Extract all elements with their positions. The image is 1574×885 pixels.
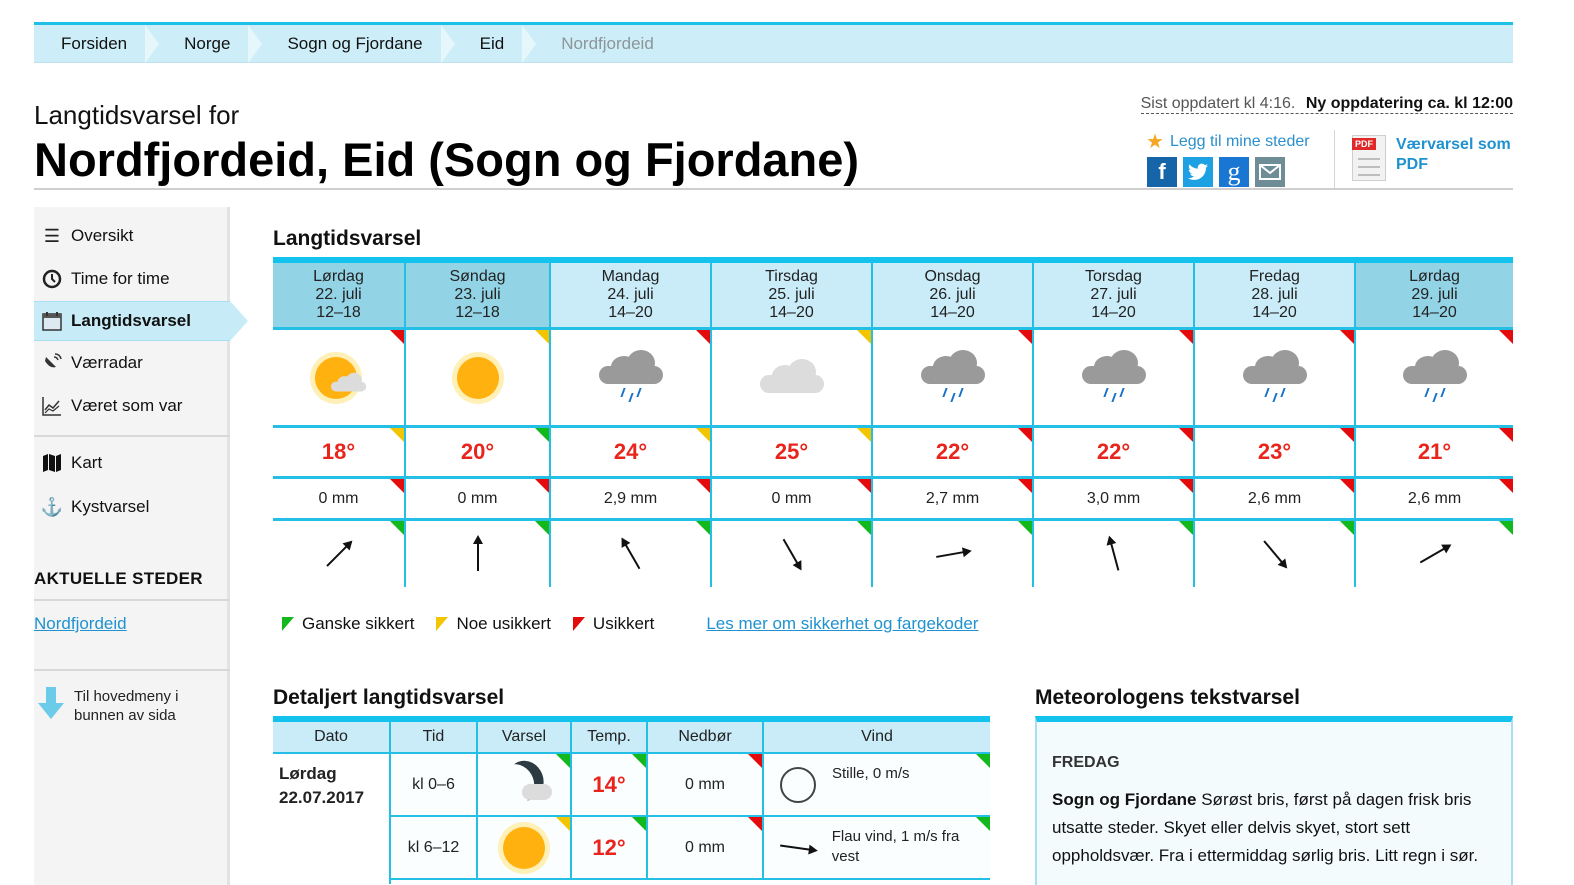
detail-header-row [273,722,990,754]
certainty-legend [282,614,978,634]
red-certainty-flag [1499,479,1513,493]
forecast-weather-cell [551,330,712,425]
green-certainty-flag [535,521,549,535]
detail-precip: 0 mm [648,754,764,817]
anchor-icon: ⚓ [40,496,64,517]
sidebar-item-langtidsvarsel[interactable]: Langtidsvarsel [34,301,230,341]
detail-temp: 14° [572,754,648,817]
green-certainty-flag [1179,521,1193,535]
forecast-temp-row [273,428,1513,479]
sidebar-item-kart[interactable]: Kart [34,443,230,483]
forecast-day-header: Mandag 24. juli 14–20 [551,263,712,327]
forecast-wind-row [273,521,1513,587]
forecast-weather-cell [1356,330,1513,425]
breadcrumb-sogn-og-fjordane[interactable]: Sogn og Fjordane [260,25,452,63]
col-tid: Tid [391,722,478,754]
wind-arrow-icon [772,534,812,574]
forecast-precip: 2,7 mm [873,479,1034,518]
breadcrumb-current: Nordfjordeid [561,33,654,53]
forecast-precip: 2,9 mm [551,479,712,518]
sun-icon [503,827,545,869]
red-certainty-flag [1179,330,1193,344]
rain-icon [1243,354,1307,402]
partly-cloudy-icon [311,353,367,403]
red-certainty-flag [390,330,404,344]
green-certainty-flag [696,521,710,535]
long-term-forecast-table [273,257,1513,587]
sidebar-item-kystvarsel[interactable]: ⚓ Kystvarsel [40,496,150,517]
line-chart-icon [41,395,63,417]
forecast-wind [1356,521,1513,587]
update-info [1141,95,1513,114]
forecast-temp: 22° [873,428,1034,476]
yellow-flag-icon [436,617,448,631]
detail-row [391,817,990,880]
green-certainty-flag [535,428,549,442]
forecast-precip: 0 mm [406,479,551,518]
forecast-section-title: Langtidsvarsel [273,227,422,250]
red-certainty-flag [1018,479,1032,493]
green-certainty-flag [1340,521,1354,535]
cloudy-icon [760,363,824,393]
sidebar-divider [34,435,230,437]
pdf-forecast-link[interactable] [1352,135,1511,181]
red-certainty-flag [1340,479,1354,493]
wind-arrow-icon [1255,534,1295,574]
forecast-wind [551,521,712,587]
forecast-wind [1034,521,1195,587]
twitter-icon[interactable] [1183,157,1213,187]
wind-arrow-icon [780,844,816,851]
legend-green: Ganske sikkert [282,614,414,634]
met-text-body: Sogn og Fjordane Sørøst bris, først på dagen frisk bris utsatte steder. Skyet eller delvis skyet, stort sett oppholdsvær. Fra i ettermiddag sørlig bris. Litt regn i sør. [1052,790,1479,865]
wind-arrow-icon [933,534,973,574]
yellow-certainty-flag [696,428,710,442]
forecast-day-header: Torsdag 27. juli 14–20 [1034,263,1195,327]
calm-wind-icon [780,767,816,803]
page-subtitle: Langtidsvarsel for [34,100,240,130]
red-certainty-flag [696,330,710,344]
sidebar-item-time-for-time[interactable]: Time for time [34,259,230,299]
red-certainty-flag [1499,330,1513,344]
detail-wind: Stille, 0 m/s [764,754,990,817]
clock-icon [41,268,63,290]
detail-day-block [273,754,990,884]
red-certainty-flag [857,479,871,493]
forecast-temp: 21° [1356,428,1513,476]
forecast-day-header: Søndag 23. juli 12–18 [406,263,551,327]
star-icon: ★ [1146,131,1164,153]
current-places-heading: AKTUELLE STEDER [34,569,203,588]
breadcrumb-eid[interactable]: Eid [453,25,535,63]
rain-icon [1403,354,1467,402]
forecast-weather-cell [873,330,1034,425]
green-flag-icon [282,617,294,631]
forecast-temp: 20° [406,428,551,476]
radar-dish-icon [41,352,63,374]
forecast-weather-cell [712,330,873,425]
forecast-wind [873,521,1034,587]
social-share [1147,157,1285,187]
current-place-link[interactable]: Nordfjordeid [34,614,127,633]
col-nedbor: Nedbør [648,722,764,754]
sidebar-divider [34,599,230,601]
to-main-menu-link[interactable]: Til hovedmeny i bunnen av sida [38,687,204,725]
red-certainty-flag [1340,330,1354,344]
red-certainty-flag [1179,428,1193,442]
detail-precip: 0 mm [648,817,764,880]
next-update: Ny oppdatering ca. kl 12:00 [1305,95,1513,112]
forecast-precip: 0 mm [273,479,406,518]
place-name: Nordfjordeid [34,133,316,186]
yellow-certainty-flag [535,330,549,344]
rain-icon [921,354,985,402]
breadcrumb-forsiden[interactable]: Forsiden [34,25,157,63]
met-text-title: Meteorologens tekstvarsel [1035,686,1300,709]
green-certainty-flag [632,754,646,768]
forecast-day-header: Fredag 28. juli 14–20 [1195,263,1356,327]
pdf-link-label: Værvarsel som PDF [1396,136,1511,173]
breadcrumb [34,22,1513,63]
list-icon: ☰ [43,225,61,246]
sidebar [34,207,230,885]
legend-red: Usikkert [573,614,654,634]
met-day: FREDAG [1052,754,1120,771]
detail-weather [478,754,572,817]
forecast-temp: 24° [551,428,712,476]
rain-icon [599,354,663,402]
sidebar-item-oversikt[interactable]: ☰ Oversikt [34,216,230,256]
forecast-precip: 0 mm [712,479,873,518]
sidebar-item-vaeret-som-var[interactable]: Været som var [34,386,230,426]
page-header [34,90,1513,190]
forecast-day-header: Onsdag 26. juli 14–20 [873,263,1034,327]
forecast-temp: 25° [712,428,873,476]
breadcrumb-norge[interactable]: Norge [157,25,260,63]
wind-arrow-icon [1094,534,1134,574]
forecast-day-header: Tirsdag 25. juli 14–20 [712,263,873,327]
sun-icon [457,357,499,399]
detailed-forecast-table [273,716,990,884]
detail-row [391,754,990,817]
add-to-my-places-link[interactable] [1146,132,1310,152]
google-plus-icon[interactable]: g [1219,157,1249,187]
forecast-weather-cell [406,330,551,425]
forecast-precip: 2,6 mm [1195,479,1356,518]
detail-date: Lørdag 22.07.2017 [273,754,391,884]
red-certainty-flag [1499,428,1513,442]
page-title [34,132,859,187]
detail-temp: 12° [572,817,648,880]
forecast-temp: 23° [1195,428,1356,476]
wind-arrow-icon [458,534,498,574]
add-place-label: Legg til mine steder [1169,133,1310,150]
green-certainty-flag [556,754,570,768]
forecast-precip: 3,0 mm [1034,479,1195,518]
rain-icon [1082,354,1146,402]
pdf-icon: PDF [1352,135,1386,181]
forecast-wind [712,521,873,587]
facebook-icon[interactable]: f [1147,157,1177,187]
last-updated: Sist oppdatert kl 4:16. [1140,95,1296,112]
forecast-weather-cell [1034,330,1195,425]
yellow-certainty-flag [556,817,570,831]
red-certainty-flag [1018,330,1032,344]
green-certainty-flag [857,521,871,535]
place-region: , Eid (Sogn og Fjordane) [315,133,860,186]
calendar-icon [41,310,63,332]
forecast-wind [273,521,406,587]
forecast-header-row [273,263,1513,330]
wind-arrow-icon [319,534,359,574]
down-arrow-icon [38,687,64,721]
sidebar-divider [34,669,230,671]
red-certainty-flag [696,479,710,493]
forecast-icon-row [273,330,1513,428]
col-varsel: Varsel [478,722,572,754]
red-flag-icon [573,617,585,631]
wind-arrow-icon [1415,534,1455,574]
forecast-precip: 2,6 mm [1356,479,1513,518]
green-certainty-flag [1018,521,1032,535]
legend-yellow: Noe usikkert [436,614,550,634]
col-vind: Vind [764,722,990,754]
green-certainty-flag [1499,521,1513,535]
red-certainty-flag [1179,479,1193,493]
detail-rows [391,754,990,884]
forecast-temp: 18° [273,428,406,476]
green-certainty-flag [390,521,404,535]
moon-cloud-icon [496,762,552,808]
col-dato: Dato [273,722,391,754]
forecast-precip-row [273,479,1513,521]
email-icon[interactable] [1255,157,1285,187]
header-divider [1334,130,1335,188]
forecast-wind [406,521,551,587]
sidebar-item-vaerradar[interactable]: Værradar [34,343,230,383]
forecast-temp: 22° [1034,428,1195,476]
detail-wind: Flau vind, 1 m/s fra vest [764,817,990,880]
certainty-info-link[interactable]: Les mer om sikkerhet og fargekoder [706,614,979,633]
forecast-wind [1195,521,1356,587]
map-icon [41,452,63,474]
met-text-box [1035,716,1513,885]
forecast-weather-cell [1195,330,1356,425]
yellow-certainty-flag [390,428,404,442]
detail-time: kl 0–6 [391,754,478,817]
red-certainty-flag [1340,428,1354,442]
red-certainty-flag [535,479,549,493]
detail-time: kl 6–12 [391,817,478,880]
yellow-certainty-flag [857,330,871,344]
red-certainty-flag [748,754,762,768]
green-certainty-flag [976,754,990,768]
detail-section-title: Detaljert langtidsvarsel [273,686,505,709]
green-certainty-flag [632,817,646,831]
red-certainty-flag [390,479,404,493]
red-certainty-flag [1018,428,1032,442]
forecast-weather-cell [273,330,406,425]
col-temp: Temp. [572,722,648,754]
red-certainty-flag [748,817,762,831]
wind-arrow-icon [611,534,651,574]
detail-weather [478,817,572,880]
forecast-day-header: Lørdag 29. juli 14–20 [1356,263,1513,327]
yellow-certainty-flag [857,428,871,442]
forecast-day-header: Lørdag 22. juli 12–18 [273,263,406,327]
